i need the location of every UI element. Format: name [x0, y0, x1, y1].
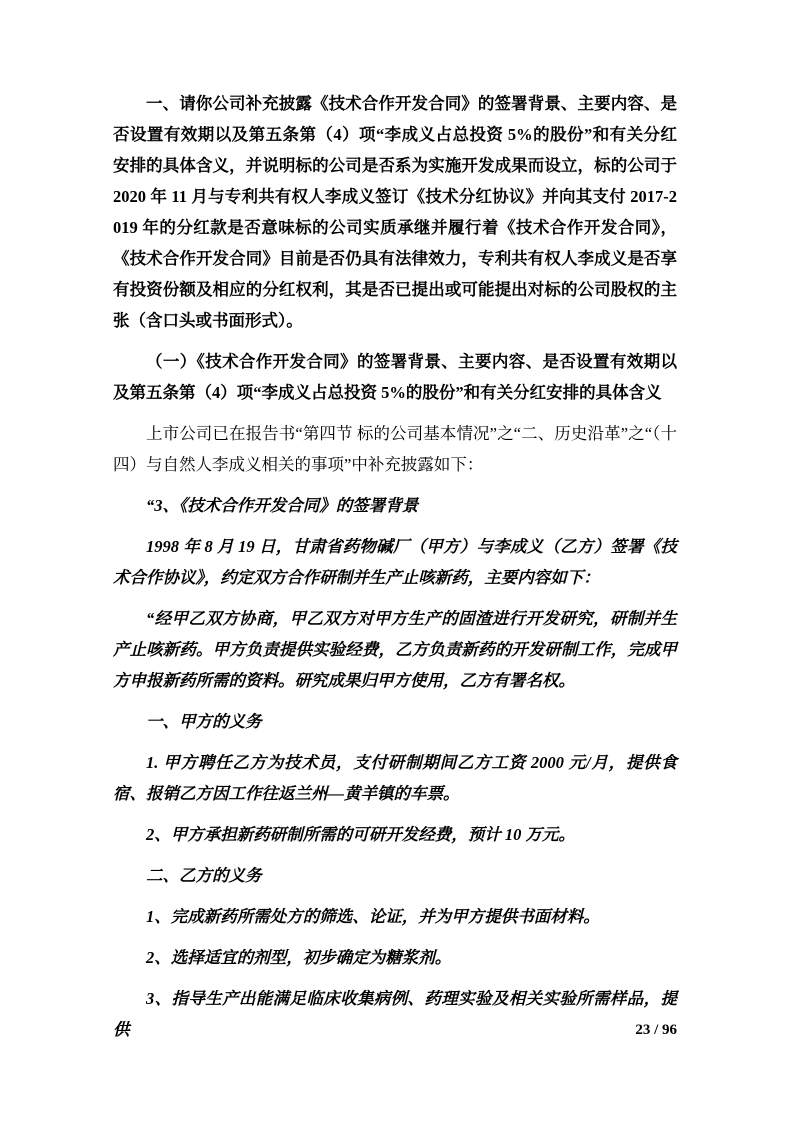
document-content — [113, 88, 677, 1055]
page-number: 23 / 96 — [635, 1022, 677, 1038]
quoted-heading-party-b-obligations: 二、乙方的义务 — [146, 866, 262, 885]
quoted-paragraph-party-b-item-2: 2、选择适宜的剂型，初步确定为糖浆剂。 — [146, 948, 452, 967]
intro-paragraph: 上市公司已在报告书“第四节 标的公司基本情况”之“二、历史沿革”之“（十四）与自然人李成义相关的事项”中补充披露如下： — [113, 424, 677, 474]
quoted-subheading-signing-background: “3、《技术合作开发合同》的签署背景 — [146, 496, 419, 515]
quoted-heading-party-a-obligations: 一、甲方的义务 — [146, 712, 262, 731]
quoted-paragraph-agreement-signing: 1998 年 8 月 19 日，甘肃省药物碱厂（甲方）与李成义（乙方）签署《技术合作协议》，约定双方合作研制并生产止咳新药，主要内容如下： — [113, 537, 677, 587]
quoted-paragraph-party-a-item-2: 2、甲方承担新药研制所需的可研开发经费，预计 10 万元。 — [146, 825, 575, 844]
quoted-paragraph-agreement-summary: “经甲乙双方协商，甲乙双方对甲方生产的固渣进行开发研究，研制并生产止咳新药。甲方负责提供实验经费，乙方负责新药的开发研制工作，完成甲方申报新药所需的资料。研究成果归甲方使用，乙方有署名权。 — [113, 609, 677, 690]
inquiry-paragraph: 一、请你公司补充披露《技术合作开发合同》的签署背景、主要内容、是否设置有效期以及第五条第（4）项“李成义占总投资 5%的股份”和有关分红安排的具体含义，并说明标的公司是否系为实施开发成果而设立，标的公司于 2020 年 11 月与专利共有权人李成义签订《技术分红协议》并向其支付 2017-2019 年的分红款是否意味标的公司实质承继并履行着《技术合作开发合同》，《技术合作开发合同》目前是否仍具有法律效力，专利共有权人李成义是否享有投资份额及相应的分红权利，其是否已提出或可能提出对标的公司股权的主张（含口头或书面形式）。 — [113, 94, 677, 330]
quoted-paragraph-party-a-item-1: 1. 甲方聘任乙方为技术员，支付研制期间乙方工资 2000 元/月，提供食宿、报销乙方因工作往返兰州—黄羊镇的车票。 — [113, 753, 677, 803]
quoted-paragraph-party-b-item-3: 3、指导生产出能满足临床收集病例、药理实验及相关实验所需样品，提供 — [113, 989, 677, 1039]
quoted-paragraph-party-b-item-1: 1、完成新药所需处方的筛选、论证，并为甲方提供书面材料。 — [146, 907, 600, 926]
section-heading: （一）《技术合作开发合同》的签署背景、主要内容、是否设置有效期以及第五条第（4）项“李成义占总投资 5%的股份”和有关分红安排的具体含义 — [113, 352, 677, 402]
